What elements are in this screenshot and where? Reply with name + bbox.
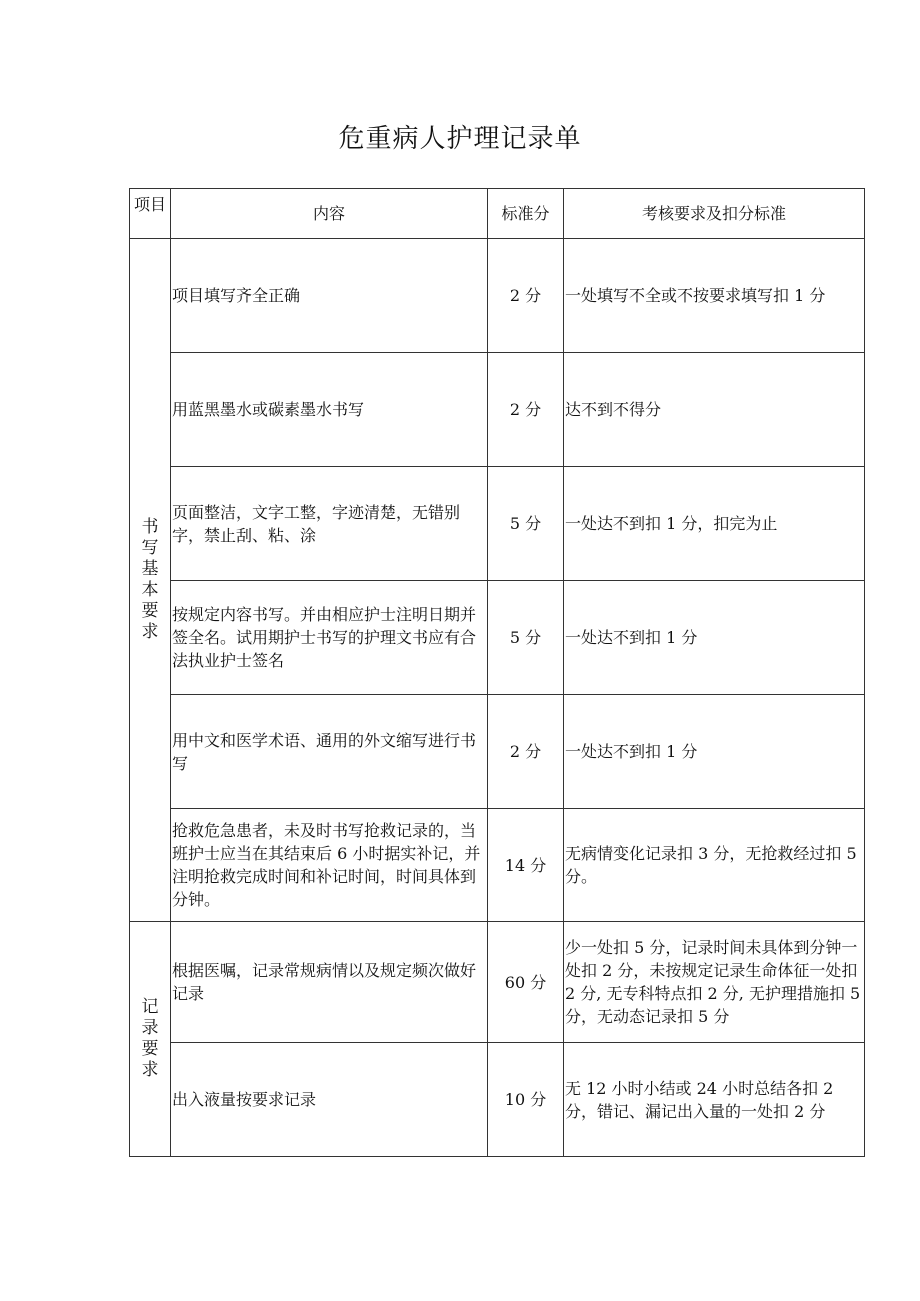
score-cell: 2 分 [488, 695, 564, 809]
content-cell: 出入液量按要求记录 [171, 1043, 488, 1157]
criteria-cell: 无 12 小时小结或 24 小时总结各扣 2 分，错记、漏记出入量的一处扣 2 分 [564, 1043, 865, 1157]
header-item: 项目 [130, 189, 171, 239]
score-cell: 2 分 [488, 239, 564, 353]
table-row [130, 922, 865, 1043]
content-cell: 用中文和医学术语、通用的外文缩写进行书写 [171, 695, 488, 809]
category-cell [130, 239, 171, 922]
criteria-cell: 无病情变化记录扣 3 分，无抢救经过扣 5 分。 [564, 809, 865, 922]
content-cell: 用蓝黑墨水或碳素墨水书写 [171, 353, 488, 467]
header-criteria: 考核要求及扣分标准 [564, 189, 865, 239]
criteria-cell: 一处填写不全或不按要求填写扣 1 分 [564, 239, 865, 353]
score-cell: 60 分 [488, 922, 564, 1043]
criteria-cell: 达不到不得分 [564, 353, 865, 467]
category-label: 书写基本要求 [141, 517, 159, 642]
scoring-table [129, 188, 865, 1157]
table-row [130, 809, 865, 922]
criteria-cell: 一处达不到扣 1 分 [564, 581, 865, 695]
content-cell: 根据医嘱，记录常规病情以及规定频次做好记录 [171, 922, 488, 1043]
content-cell: 页面整洁，文字工整，字迹清楚，无错别字，禁止刮、粘、涂 [171, 467, 488, 581]
table-row [130, 353, 865, 467]
header-content: 内容 [171, 189, 488, 239]
table-row [130, 239, 865, 353]
table-row [130, 581, 865, 695]
table-row [130, 1043, 865, 1157]
page-title: 危重病人护理记录单 [338, 124, 582, 154]
category-cell [130, 922, 171, 1157]
score-cell: 2 分 [488, 353, 564, 467]
score-cell: 5 分 [488, 581, 564, 695]
score-cell: 14 分 [488, 809, 564, 922]
score-cell: 5 分 [488, 467, 564, 581]
header-score: 标准分 [488, 189, 564, 239]
score-cell: 10 分 [488, 1043, 564, 1157]
content-cell: 抢救危急患者，未及时书写抢救记录的，当班护士应当在其结束后 6 小时据实补记，并注明抢救完成时间和补记时间，时间具体到分钟。 [171, 809, 488, 922]
table-row [130, 467, 865, 581]
criteria-cell: 一处达不到扣 1 分 [564, 695, 865, 809]
table-row [130, 695, 865, 809]
content-cell: 按规定内容书写。并由相应护士注明日期并签全名。试用期护士书写的护理文书应有合法执业护士签名 [171, 581, 488, 695]
criteria-cell: 一处达不到扣 1 分，扣完为止 [564, 467, 865, 581]
category-label: 记录要求 [141, 997, 159, 1080]
content-cell: 项目填写齐全正确 [171, 239, 488, 353]
table-header-row [130, 189, 865, 239]
criteria-cell: 少一处扣 5 分，记录时间未具体到分钟一处扣 2 分，未按规定记录生命体征一处扣 2 分, 无专科特点扣 2 分, 无护理措施扣 5 分，无动态记录扣 5 分 [564, 922, 865, 1043]
